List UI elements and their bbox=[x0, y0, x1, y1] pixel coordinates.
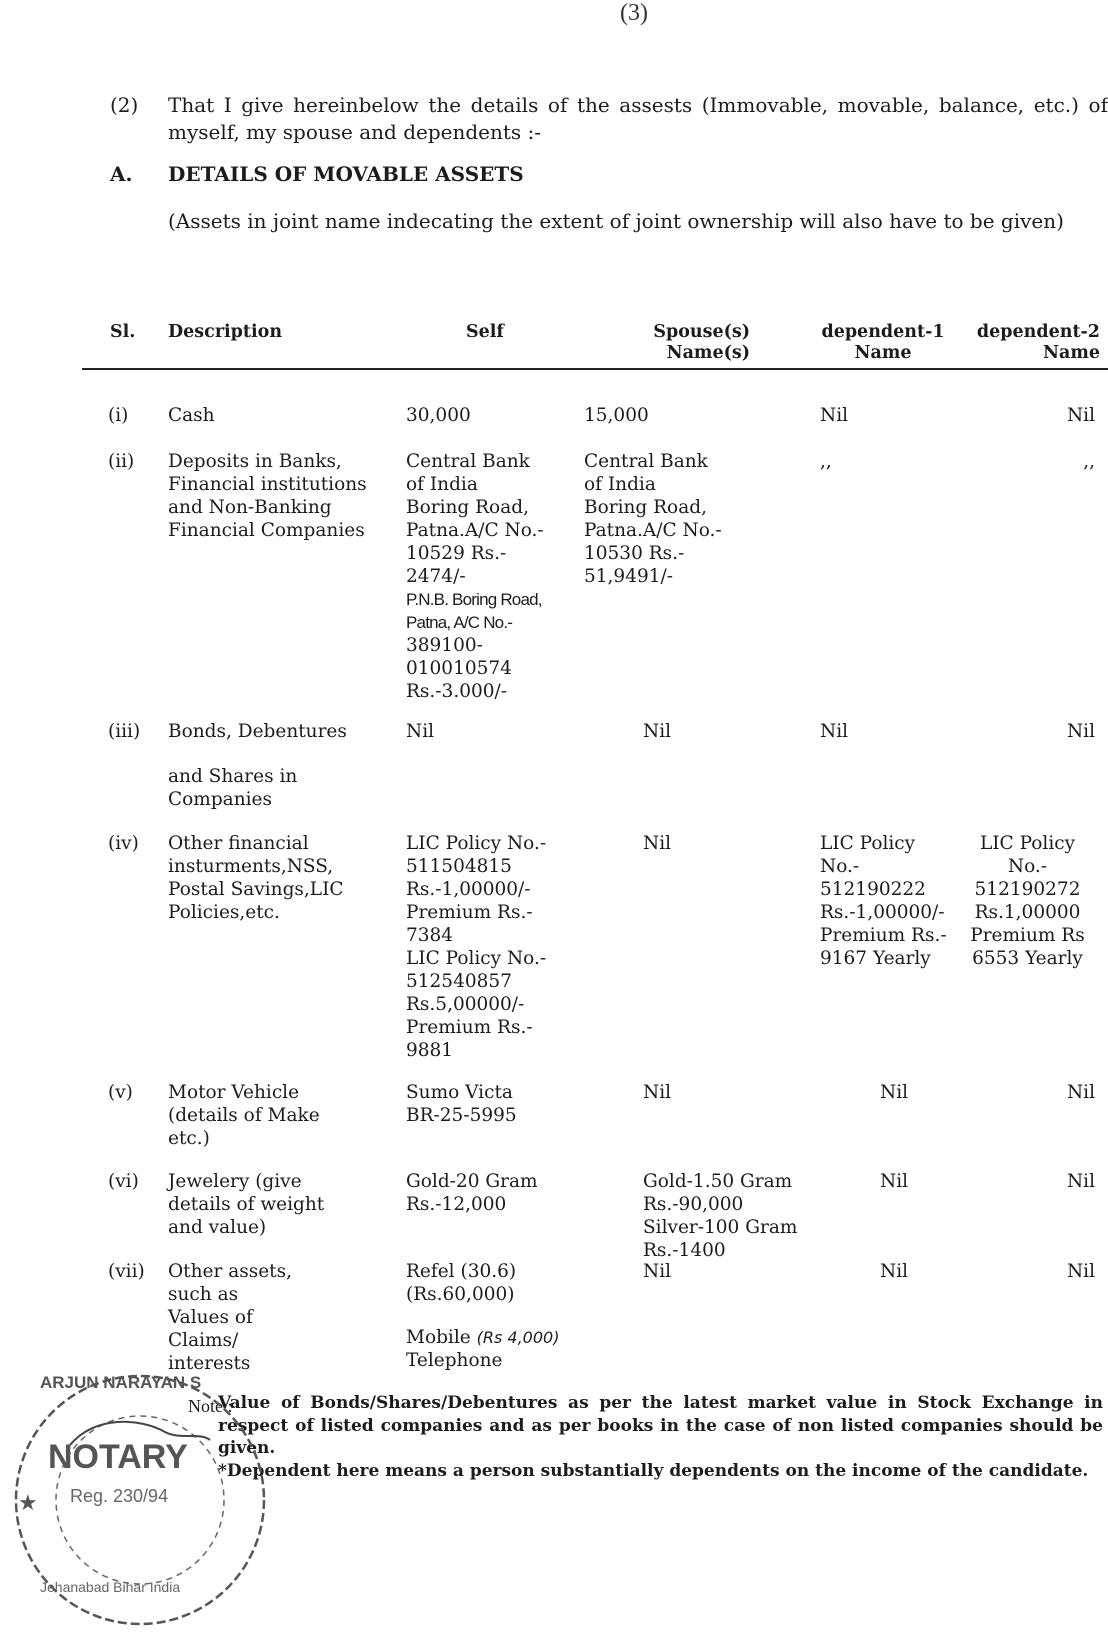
notary-stamp-seal bbox=[0, 1370, 290, 1632]
row-v-sl: (v) bbox=[108, 1082, 133, 1103]
row-vii-dependent-2: Nil bbox=[1066, 1261, 1095, 1282]
row-vii-sl: (vii) bbox=[108, 1261, 145, 1282]
stamp-center-text: NOTARY bbox=[48, 1438, 188, 1476]
row-ii-dependent-2: ,, bbox=[1083, 451, 1095, 472]
row-iii-dependent-2: Nil bbox=[1066, 721, 1095, 742]
stamp-name: ARJUN NARAYAN S bbox=[40, 1373, 202, 1392]
row-iv-dependent-2: LIC Policy No.- 512190272 Rs.1,00000 Premium Rs 6553 Yearly bbox=[970, 833, 1085, 969]
header-dependent-2: dependent-2 Name bbox=[976, 322, 1100, 363]
row-v-dependent-2: Nil bbox=[1066, 1082, 1095, 1103]
row-ii-spouse: Central Bank of India Boring Road, Patna.A/C No.- 10530 Rs.- 51,9491/- bbox=[584, 451, 722, 587]
row-ii-sl: (ii) bbox=[108, 451, 135, 472]
row-ii-self-pnb: P.N.B. Boring Road, Patna, A/C No.- bbox=[406, 590, 542, 632]
row-iii-dependent-1: Nil bbox=[820, 721, 849, 742]
row-vi-self: Gold-20 Gram Rs.-12,000 bbox=[406, 1171, 538, 1215]
row-iii-self: Nil bbox=[406, 721, 435, 742]
footnote-market-value: Value of Bonds/Shares/Debentures as per the latest market value in Stock Exchange in respect of listed companies and as per books in the case of non listed companies should be given. bbox=[218, 1393, 1103, 1458]
row-i-description: Cash bbox=[168, 405, 215, 426]
row-vii-self-telephone: Telephone bbox=[406, 1350, 503, 1371]
row-iv-spouse: Nil bbox=[643, 833, 672, 854]
row-iv-description: Other financial insturments,NSS, Postal Savings,LIC Policies,etc. bbox=[168, 833, 344, 923]
row-v-description: Motor Vehicle (details of Make etc.) bbox=[168, 1082, 320, 1149]
row-iv-dependent-1: LIC Policy No.- 512190222 Rs.-1,00000/- Premium Rs.- 9167 Yearly bbox=[820, 833, 947, 969]
header-sl: Sl. bbox=[110, 322, 136, 342]
row-v-dependent-1: Nil bbox=[880, 1082, 909, 1103]
section-title: DETAILS OF MOVABLE ASSETS bbox=[168, 162, 524, 186]
stamp-star-icon: ★ bbox=[18, 1491, 38, 1516]
row-vii-mobile-handwritten-value: (Rs 4,000) bbox=[476, 1328, 560, 1347]
row-iii-description: Bonds, Debentures bbox=[168, 721, 347, 742]
header-self: Self bbox=[466, 322, 504, 342]
row-vii-self: Refel (30.6) (Rs.60,000) bbox=[406, 1261, 517, 1305]
row-i-sl: (i) bbox=[108, 405, 129, 426]
row-iii-description-continued: and Shares in Companies bbox=[168, 766, 298, 810]
row-iii-sl: (iii) bbox=[108, 721, 141, 742]
row-i-dependent-1: Nil bbox=[820, 405, 849, 426]
stamp-registration: Reg. 230/94 bbox=[70, 1486, 169, 1506]
row-vi-description: Jewelery (give details of weight and value) bbox=[168, 1171, 325, 1238]
stamp-place: Jehanabad Bihar India bbox=[40, 1579, 181, 1595]
row-ii-self: Central Bank of India Boring Road, Patna.A/C No.- 10529 Rs.- 2474/- bbox=[406, 451, 544, 587]
notary-stamp bbox=[0, 1370, 290, 1638]
row-vii-dependent-1: Nil bbox=[880, 1261, 909, 1282]
footnote-dependent-definition: *Dependent here means a person substantially dependents on the income of the candidate. bbox=[218, 1460, 1089, 1481]
row-vii-mobile-label: Mobile bbox=[406, 1327, 471, 1348]
header-rule bbox=[82, 368, 1108, 370]
page-number: (3) bbox=[620, 0, 648, 26]
row-v-spouse: Nil bbox=[643, 1082, 672, 1103]
row-vi-spouse: Gold-1.50 Gram Rs.-90,000 Silver-100 Gram Rs.-1400 bbox=[643, 1171, 798, 1261]
row-iii-spouse: Nil bbox=[643, 721, 672, 742]
row-i-dependent-2: Nil bbox=[1066, 405, 1095, 426]
footnotes bbox=[218, 1392, 1103, 1482]
header-description: Description bbox=[168, 322, 283, 342]
header-spouse: Spouse(s) Name(s) bbox=[653, 322, 750, 363]
section-note: (Assets in joint name indecating the extent of joint ownership will also have to be given) bbox=[168, 209, 1064, 233]
row-i-self: 30,000 bbox=[406, 405, 471, 426]
row-vii-spouse: Nil bbox=[643, 1261, 672, 1282]
row-vii-self-mobile bbox=[406, 1326, 559, 1349]
intro-number: (2) bbox=[110, 93, 139, 117]
row-vi-dependent-1: Nil bbox=[880, 1171, 909, 1192]
header-dependent-1: dependent-1 Name bbox=[821, 322, 945, 363]
row-vii-description: Other assets, such as Values of Claims/ interests bbox=[168, 1261, 292, 1374]
intro-text: That I give hereinbelow the details of the assests (Immovable, movable, balance, etc.) of myself, my spouse and dependents :- bbox=[168, 93, 1108, 144]
row-v-self: Sumo Victa BR-25-5995 bbox=[406, 1082, 517, 1126]
row-iv-sl: (iv) bbox=[108, 833, 139, 854]
row-ii-description: Deposits in Banks, Financial institutions and Non-Banking Financial Companies bbox=[168, 451, 367, 541]
row-vi-sl: (vi) bbox=[108, 1171, 139, 1192]
row-i-spouse: 15,000 bbox=[584, 405, 649, 426]
note-label: Note : bbox=[188, 1396, 233, 1416]
section-letter: A. bbox=[110, 162, 133, 186]
row-ii-self-pnb-account: 389100- 010010574 Rs.-3.000/- bbox=[406, 635, 512, 702]
row-iv-self: LIC Policy No.- 511504815 Rs.-1,00000/- Premium Rs.- 7384 LIC Policy No.- 512540857 Rs.5,00000/- Premium Rs.- 9881 bbox=[406, 833, 547, 1061]
row-ii-dependent-1: ,, bbox=[820, 451, 832, 472]
row-vi-dependent-2: Nil bbox=[1066, 1171, 1095, 1192]
